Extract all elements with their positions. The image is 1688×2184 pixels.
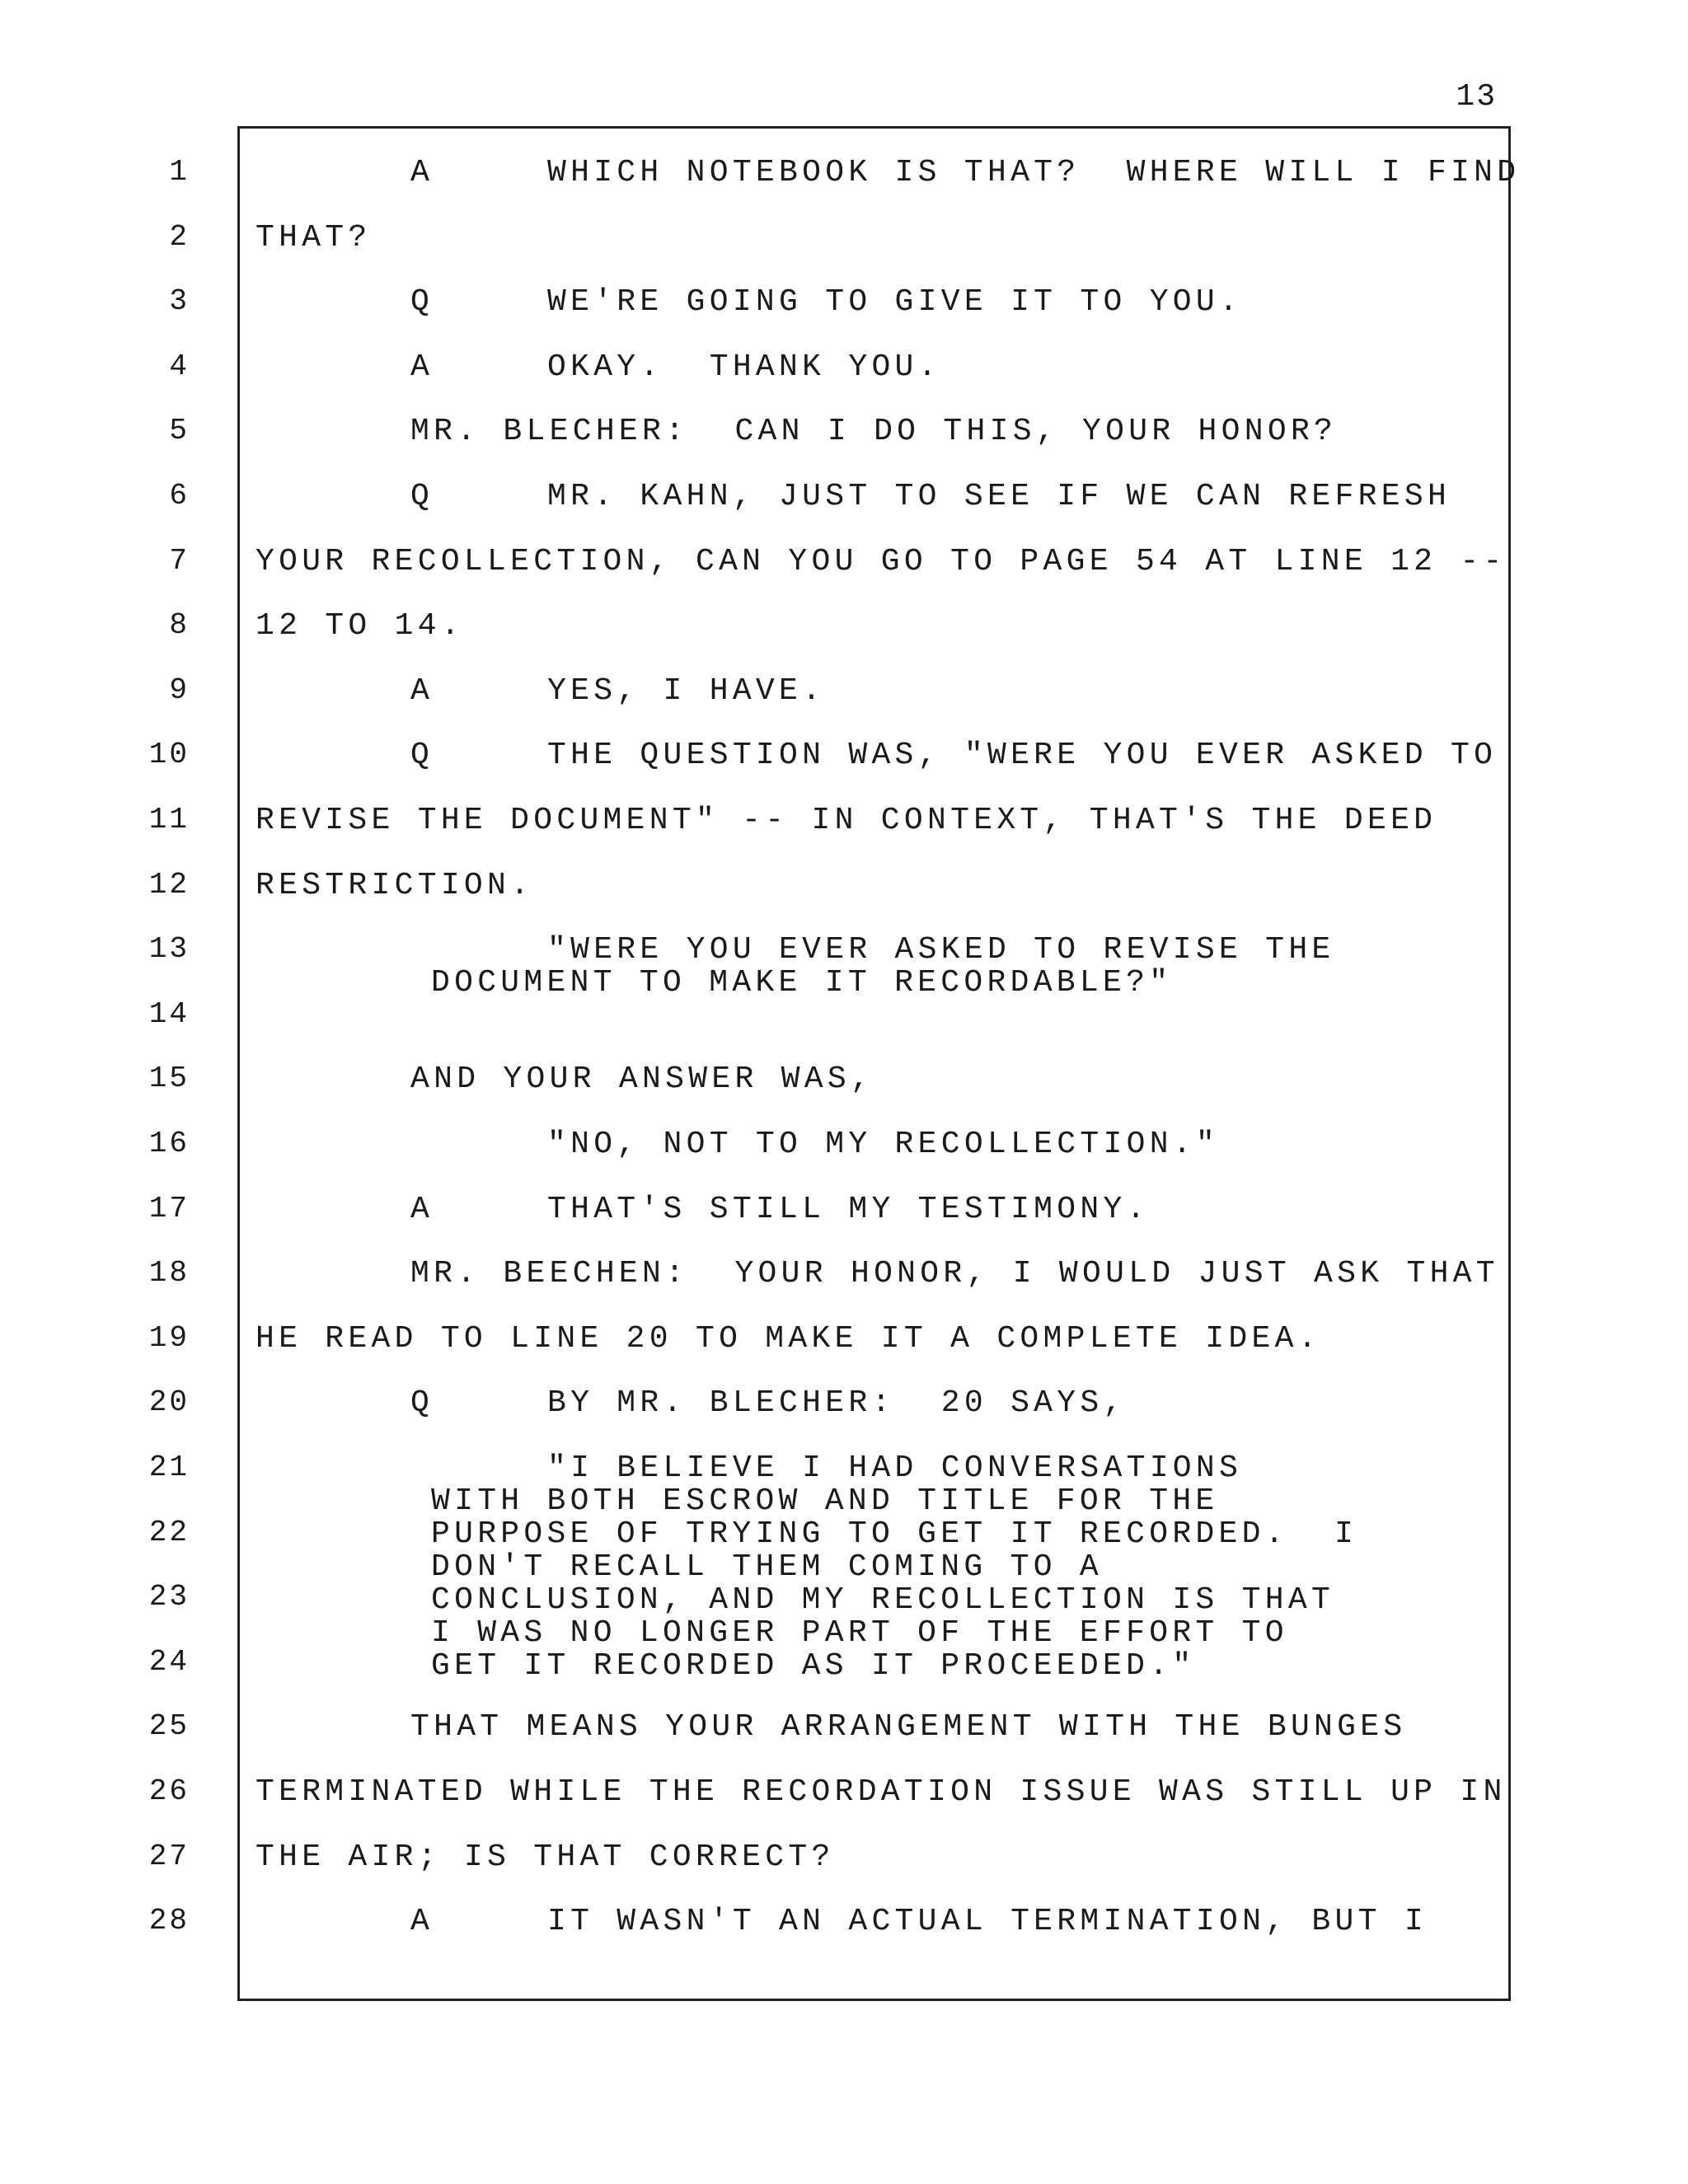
line-number: 22 — [148, 1515, 190, 1549]
transcript-line: BY MR. BLECHER: 20 SAYS, — [547, 1385, 1127, 1422]
line-number: 25 — [148, 1709, 190, 1744]
line-number: 23 — [148, 1580, 190, 1615]
block-quote-line: "I BELIEVE I HAD CONVERSATIONS — [547, 1451, 1243, 1486]
line-number: 17 — [148, 1191, 190, 1226]
transcript-line: 12 TO 14. — [256, 608, 464, 644]
transcript-line: RESTRICTION. — [256, 867, 534, 903]
line-number: 9 — [169, 673, 190, 707]
line-number: 14 — [148, 996, 190, 1031]
line-number: 6 — [169, 479, 190, 513]
block-quote-line: "WERE YOU EVER ASKED TO REVISE THE — [547, 932, 1335, 968]
line-number: 8 — [169, 608, 190, 643]
transcript-line: OKAY. THANK YOU. — [547, 349, 941, 385]
line-number: 15 — [148, 1062, 190, 1096]
transcript-line: MR. KAHN, JUST TO SEE IF WE CAN REFRESH — [547, 479, 1451, 514]
line-number: 13 — [148, 932, 190, 967]
transcript-line: THAT MEANS YOUR ARRANGEMENT WITH THE BUNGES — [410, 1709, 1407, 1746]
block-quote-line: I WAS NO LONGER PART OF THE EFFORT TO — [431, 1615, 1288, 1651]
transcript-line: THAT? — [256, 219, 372, 255]
transcript-line: WE'RE GOING TO GIVE IT TO YOU. — [547, 284, 1243, 321]
block-quote-line: DON'T RECALL THEM COMING TO A — [431, 1549, 1104, 1585]
speaker-label: A — [410, 349, 434, 385]
transcript-line: THE AIR; IS THAT CORRECT? — [256, 1839, 835, 1875]
line-number: 1 — [169, 155, 190, 189]
transcript-line: HE READ TO LINE 20 TO MAKE IT A COMPLETE IDEA. — [256, 1320, 1321, 1357]
transcript-line: TERMINATED WHILE THE RECORDATION ISSUE WAS STILL UP IN — [256, 1774, 1507, 1810]
block-quote-line: GET IT RECORDED AS IT PROCEEDED." — [431, 1648, 1196, 1684]
speaker-label: A — [410, 673, 434, 709]
line-number: 5 — [169, 414, 190, 448]
transcript-line: REVISE THE DOCUMENT" -- IN CONTEXT, THAT'S THE DEED — [256, 803, 1437, 838]
line-number: 11 — [148, 803, 190, 837]
transcript-line: THAT'S STILL MY TESTIMONY. — [547, 1191, 1150, 1227]
line-number: 2 — [169, 219, 190, 254]
line-number: 18 — [148, 1256, 190, 1291]
transcript-line: IT WASN'T AN ACTUAL TERMINATION, BUT I — [547, 1904, 1428, 1940]
line-number: 16 — [148, 1127, 190, 1160]
speaker-label: A — [410, 1904, 434, 1940]
transcript-line: WHICH NOTEBOOK IS THAT? WHERE WILL I FIND — [547, 155, 1521, 190]
quoted-line: "NO, NOT TO MY RECOLLECTION." — [547, 1127, 1220, 1162]
line-number: 20 — [148, 1385, 190, 1420]
transcript-line: MR. BEECHEN: YOUR HONOR, I WOULD JUST ASK THAT — [410, 1256, 1499, 1292]
page-number: 13 — [1456, 79, 1497, 115]
transcript-line: YES, I HAVE. — [547, 673, 826, 709]
line-number: 26 — [148, 1774, 190, 1808]
block-quote-line: PURPOSE OF TRYING TO GET IT RECORDED. I — [431, 1516, 1358, 1552]
transcript-line: MR. BLECHER: CAN I DO THIS, YOUR HONOR? — [410, 414, 1338, 450]
line-number: 4 — [169, 349, 190, 383]
line-number: 7 — [169, 543, 190, 578]
line-number: 3 — [169, 284, 190, 319]
transcript-line: THE QUESTION WAS, "WERE YOU EVER ASKED TO — [547, 738, 1498, 774]
transcript-line: YOUR RECOLLECTION, CAN YOU GO TO PAGE 54 AT LINE 12 -- — [256, 543, 1507, 579]
block-quote-line: CONCLUSION, AND MY RECOLLECTION IS THAT — [431, 1582, 1335, 1618]
speaker-label: Q — [410, 738, 434, 774]
line-number: 10 — [148, 738, 190, 772]
speaker-label: Q — [410, 284, 434, 321]
transcript-line: AND YOUR ANSWER WAS, — [410, 1062, 874, 1098]
line-number: 28 — [148, 1904, 190, 1938]
block-quote-line: WITH BOTH ESCROW AND TITLE FOR THE — [431, 1483, 1219, 1519]
line-number: 12 — [148, 867, 190, 902]
line-number: 19 — [148, 1320, 190, 1355]
speaker-label: A — [410, 155, 434, 190]
speaker-label: A — [410, 1191, 434, 1227]
line-number: 21 — [148, 1451, 190, 1484]
block-quote-line: DOCUMENT TO MAKE IT RECORDABLE?" — [431, 965, 1173, 1001]
speaker-label: Q — [410, 1385, 434, 1422]
line-number: 27 — [148, 1839, 190, 1873]
speaker-label: Q — [410, 479, 434, 514]
line-number: 24 — [148, 1644, 190, 1679]
